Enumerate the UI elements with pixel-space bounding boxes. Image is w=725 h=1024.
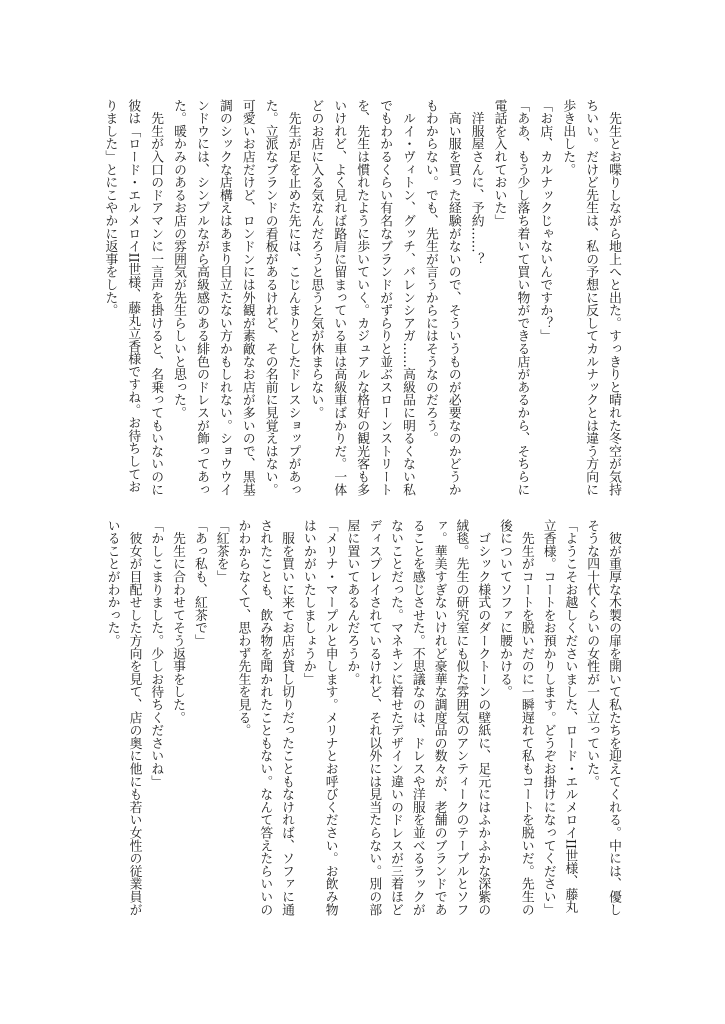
text-line: いることがわかった。 (104, 519, 120, 647)
text-line: ることを感じさせた。不思議なのは、ドレスや洋服を並べるラックが (409, 519, 425, 916)
text-line: 屋に置いてあるんだろうか。 (344, 519, 360, 686)
text-line: 「紅茶を」 (213, 519, 229, 583)
text-line: ないことだった。マネキンに着せたデザイン違いのドレスが三着ほど (388, 519, 404, 916)
text-line: はいかがいたしましょうか」 (300, 519, 316, 686)
text-line: 彼女が目配せした方向を見て、店の奥に他にも若い女性の従業員が (126, 519, 142, 916)
text-line: 先生が入口のドアマンに一言声を掛けると、名乗ってもいないのに (148, 99, 164, 496)
text-line: 「あっ私も、紅茶で」 (191, 519, 207, 647)
text-line: 先生がコートを脱いだのに一瞬遅れて私もコートを脱いだ。先生の (518, 519, 534, 916)
text-line: 「かしこまりました。少しお待ちくださいね」 (148, 519, 164, 788)
text-line: 先生とお喋りしながら地上へと出た。すっきりと晴れた冬空が気持 (606, 99, 621, 496)
text-line: 調のシックな店構えはあまり目立たない方かもしれない。ショウウイ (216, 99, 232, 496)
text-line: いけれど、よく見れば路肩に留まっている車は高級車ばかりだ。一体 (331, 99, 347, 496)
text-block-top (98, 99, 624, 501)
text-line: 立香様。コートをお預かりします。どうぞお掛けになってください」 (540, 519, 556, 916)
text-line: 歩き出した。 (560, 99, 576, 176)
text-line: 絨毯。先生の研究室にも似た雰囲気のアンティークのテーブルとソフ (453, 519, 469, 916)
text-line: 服を買いに来てお店が貸し切りだったこともなければ、ソファに通 (279, 519, 295, 916)
text-line: 先生が足を止めた先には、こじんまりとしたドレスショップがあっ (285, 99, 301, 496)
text-line: 可愛いお店だけど、ロンドンには外観が素敵なお店が多いので、黒基 (239, 99, 255, 496)
text-line: 洋服屋さんに、予約……？ (468, 99, 484, 266)
text-line: 彼は「ロード・エルメロイII世様、藤丸立香様ですね。お待ちしてお (125, 99, 141, 494)
text-line: を、先生は慣れたように歩いていく。カジュアルな格好の観光客も多 (354, 99, 370, 496)
text-line: どのお店に入る気なんだろうと思うと気が休まらない。 (308, 99, 324, 419)
text-line: されたことも、飲み物を聞かれたこともない。なんて答えたらいいの (257, 519, 273, 916)
text-line: た。立派なブランドの看板があるけれど、その名前に見覚えはない。 (262, 99, 278, 496)
text-line: 先生に合わせてそう返事をした。 (170, 519, 186, 724)
text-line: ルイ・ヴィトン、グッチ、バレンシアガ……高級品に明るくない私 (399, 99, 415, 496)
text-line: ちいい。だけど先生は、私の予想に反してカルナックとは違う方向に (583, 99, 599, 496)
text-line: ゴシック様式のダークトーンの壁紙に、足元にはふかふかな深紫の (475, 519, 491, 916)
text-line: かわからなくて、思わず先生を見る。 (235, 519, 251, 737)
text-line: もわからない。でも、先生が言うからにはそうなのだろう。 (422, 99, 438, 445)
text-line: 高い服を買った経験がないので、そういうものが必要なのかどうか (445, 99, 461, 496)
text-block-bottom (101, 519, 624, 921)
text-line: た。暖かみのあるお店の雰囲気が先生らしいと思った。 (171, 99, 187, 419)
text-line: 「ああ、もう少し落ち着いて買い物ができる店があるから、そちらに (514, 99, 530, 496)
text-line: 「メリナ・マープルと申します。メリナとお呼びください。お飲み物 (322, 519, 338, 916)
text-line: 電話を入れておいた」 (491, 99, 507, 227)
text-line: ンドウには、シンプルながら高級感のある緋色のドレスが飾ってあっ (193, 99, 209, 496)
text-line: 「ようこそお越しくださいました、ロード・エルメロイII世様、藤丸 (562, 519, 578, 914)
text-line: 彼が重厚な木製の扉を開いて私たちを迎えてくれる。中には、優し (606, 519, 621, 916)
text-line: そうな四十代くらいの女性が一人立っていた。 (584, 519, 600, 788)
text-line: 後についてソファに腰かける。 (497, 519, 513, 699)
text-line: でもわかるくらい有名なブランドがずらりと並ぶスローンストリート (377, 99, 393, 496)
text-line: ディスプレイされているけれど、それ以外には見当たらない。別の部 (366, 519, 382, 916)
text-line: 「お店、カルナックじゃないんですか？」 (537, 99, 553, 343)
text-line: りました」とにこやかに返事をした。 (102, 99, 118, 317)
text-line: ァ。華美すぎないけれど豪華な調度品の数々が、老舗のブランドであ (431, 519, 447, 916)
